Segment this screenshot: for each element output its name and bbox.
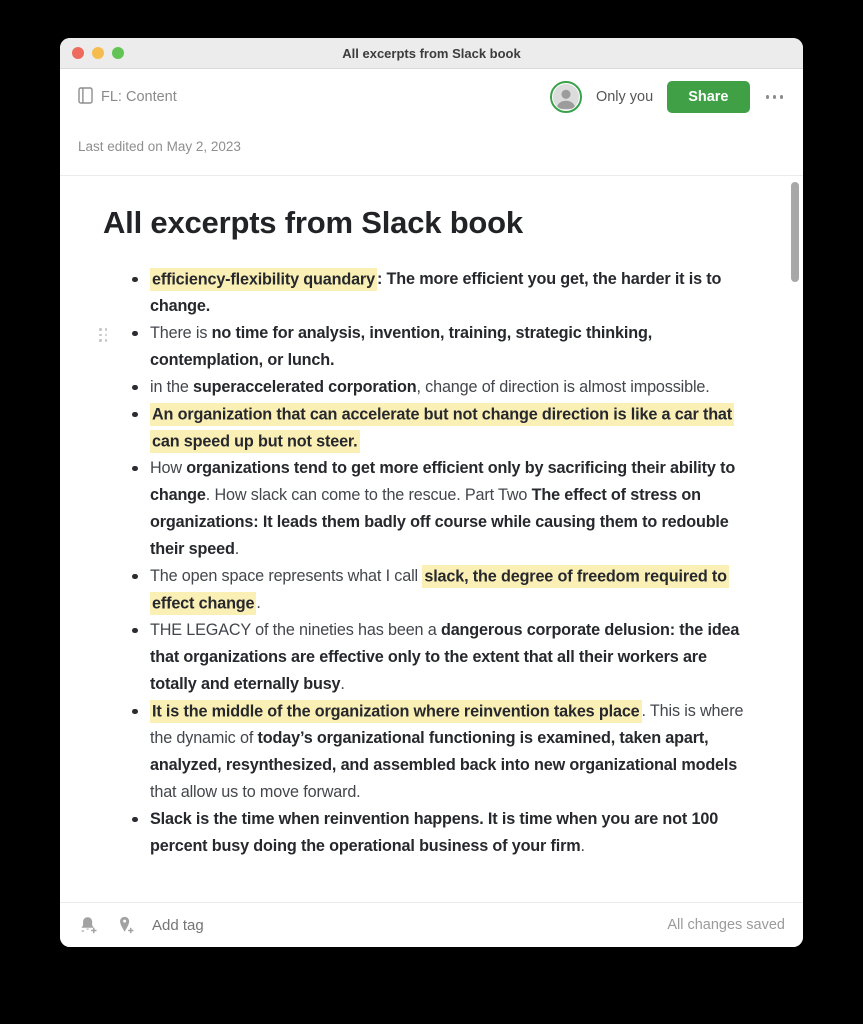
list-item[interactable] [103, 563, 747, 617]
list-item[interactable] [103, 320, 747, 374]
text-segment: . [580, 837, 585, 855]
header-spacer [78, 156, 785, 175]
text-segment: today’s organizational functioning is examined, taken apart, analyzed, resynthesized, and assembled back into new organizational models [150, 729, 738, 774]
text-segment: slack, the degree of freedom required to effect change [150, 565, 729, 615]
list-item[interactable] [103, 401, 747, 455]
bullet-icon [132, 277, 138, 283]
list-item[interactable] [103, 266, 747, 320]
text-segment: in the [150, 378, 194, 396]
list-item[interactable] [103, 698, 747, 806]
text-segment: It is the middle of the organization where reinvention takes place [150, 700, 642, 723]
text-segment: . [234, 540, 240, 558]
bullet-icon [132, 466, 138, 472]
text-segment: superaccelerated corporation [193, 378, 417, 396]
app-window [60, 38, 803, 947]
text-segment: The open space represents what I call [150, 567, 423, 585]
bullet-icon [132, 574, 138, 580]
folder-label: FL: Content [101, 89, 177, 105]
text-segment: . [256, 594, 261, 612]
text-segment: How [150, 459, 187, 477]
toolbar-right [550, 81, 785, 113]
list-item[interactable] [103, 455, 747, 563]
minimize-button[interactable] [92, 47, 104, 59]
close-button[interactable] [72, 47, 84, 59]
list-item[interactable] [103, 806, 747, 860]
text-segment: organizations tend to get more efficient only by sacrificing their ability to change [150, 459, 736, 504]
text-segment: dangerous corporate delusion: the idea that organizations are effective only to the extent that all their workers are totally and eternally busy [150, 621, 740, 693]
text-segment: efficiency-flexibility quandary [150, 268, 377, 291]
folder-breadcrumb[interactable] [78, 87, 177, 108]
share-button[interactable]: Share [667, 81, 749, 113]
text-segment: There is [150, 324, 212, 342]
bullet-icon [132, 385, 138, 391]
text-segment: The effect of stress on organizations: It leads them badly off course while causing them to redouble their speed [150, 486, 729, 558]
presence-label[interactable]: Only you [595, 89, 654, 105]
bullet-icon [132, 412, 138, 418]
zoom-button[interactable] [112, 47, 124, 59]
add-reminder-icon[interactable] [78, 915, 99, 936]
add-tag-field[interactable]: Add tag [152, 916, 204, 934]
save-status-label: All changes saved [667, 917, 785, 933]
last-edited-label: Last edited on May 2, 2023 [78, 139, 241, 154]
text-segment: Slack is the time when reinvention happens. It is time when you are not 100 percent busy doing the operational business of your firm [150, 810, 719, 855]
text-segment: . This is where the dynamic of [150, 702, 744, 747]
toolbar [78, 81, 785, 113]
document-canvas[interactable] [60, 175, 803, 902]
header [60, 69, 803, 175]
bullet-icon [132, 628, 138, 634]
document-icon [78, 87, 93, 108]
list-item[interactable] [103, 374, 747, 401]
bullet-icon [132, 709, 138, 715]
document-title[interactable]: All excerpts from Slack book [103, 205, 523, 240]
text-segment: . [340, 675, 345, 693]
text-segment: no time for analysis, invention, training, strategic thinking, contemplation, or lunch. [150, 324, 653, 369]
avatar-silhouette-icon [553, 84, 579, 110]
add-tag-icon[interactable] [115, 915, 136, 936]
footer-bar [60, 902, 803, 947]
overflow-menu-icon[interactable] [764, 91, 786, 103]
window-title: All excerpts from Slack book [342, 45, 521, 61]
text-segment: , change of direction is almost impossible. [416, 378, 710, 396]
text-segment: An organization that can accelerate but not change direction is like a car that can speed up but not steer. [150, 403, 734, 453]
text-segment: that allow us to move forward. [150, 783, 361, 801]
bullet-list [103, 266, 747, 860]
text-segment: THE LEGACY of the nineties has been a [150, 621, 441, 639]
traffic-lights [72, 47, 124, 59]
bullet-icon [132, 331, 138, 337]
text-segment: : The more efficient you get, the harder it is to change. [150, 270, 722, 315]
bullet-icon [132, 817, 138, 823]
user-avatar[interactable] [550, 81, 582, 113]
drag-handle-icon[interactable] [99, 328, 108, 342]
titlebar [60, 38, 803, 69]
text-segment: . How slack can come to the rescue. Part Two [205, 486, 532, 504]
scrollbar-thumb[interactable] [791, 182, 799, 282]
list-item[interactable] [103, 617, 747, 698]
